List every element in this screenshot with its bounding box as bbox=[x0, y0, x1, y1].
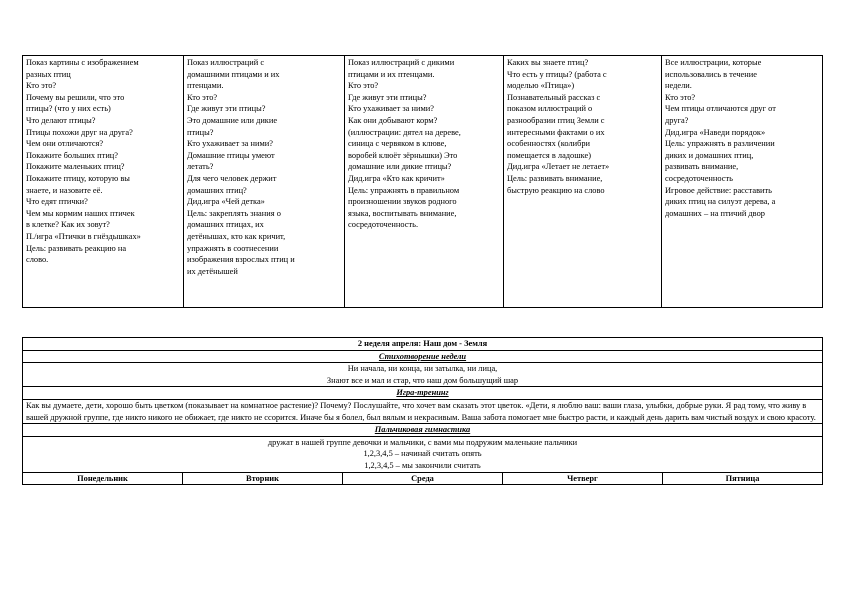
activity-line: Чем они отличаются? bbox=[26, 139, 104, 149]
activity-line: Дид.игра «Кто как кричит» bbox=[348, 173, 445, 183]
activity-line: Как они добывают корм? bbox=[348, 115, 438, 125]
activity-line: использовались в течение bbox=[665, 69, 757, 79]
finger-line: дружат в нашей группе девочки и мальчики, с вами мы подружим маленькие пальчики bbox=[267, 437, 578, 447]
game-text: Как вы думаете, дети, хорошо быть цветком (показывает на комнатное растение)? Почему? Послушайте, что хочет вам сказать этот цветок. «Дети, я люблю ваш: ваши глаза, улыбки, добрые руки. Я рад тому, что живу в вашей дружной группе, где никто никого не обижает, где никто не ссорится. Иначе бы я болел, был вялым и некрасивым. Ваша забота помогает мне быстро расти, и каждый день дарить вам чистый воздух и свою красоту. bbox=[23, 399, 823, 423]
activity-cell-2 bbox=[184, 56, 345, 308]
activity-line: Каких вы знаете птиц? bbox=[507, 58, 589, 67]
activity-cell-1 bbox=[23, 56, 184, 308]
activity-cell-5 bbox=[662, 56, 823, 308]
finger-line: 1,2,3,4,5 – начинай считать опять bbox=[363, 449, 482, 459]
activity-line: Цель: упражнять в различении bbox=[665, 139, 775, 149]
activity-line: Дид.игра «Наведи порядок» bbox=[665, 127, 766, 137]
activity-line: летать? bbox=[187, 162, 214, 172]
activity-line: детёнышах, кто как кричит, bbox=[187, 231, 286, 241]
game-heading: Игра-тренинг bbox=[23, 387, 823, 400]
activity-line: Цель: развивать реакцию на bbox=[26, 243, 127, 253]
activity-line: интересными фактами о их bbox=[507, 127, 605, 137]
activity-line: Кто это? bbox=[26, 81, 57, 91]
activity-line: Познавательный рассказ с bbox=[507, 92, 601, 102]
activity-line: упражнять в соотнесении bbox=[187, 243, 279, 253]
activity-line: Чем птицы отличаются друг от bbox=[665, 104, 776, 114]
activity-line: воробей клюёт зёрнышки) Это bbox=[348, 150, 458, 160]
finger-cell bbox=[23, 436, 823, 472]
activity-line: птицами и их птенцами. bbox=[348, 69, 435, 79]
activity-line: разнообразии птиц Земли с bbox=[507, 115, 605, 125]
activity-line: произношении звуков родного bbox=[348, 197, 457, 207]
activity-line: знаете, и назовите её. bbox=[26, 185, 103, 195]
weekly-plan-table bbox=[22, 337, 823, 485]
activity-line: синица с червяком в клюве, bbox=[348, 139, 447, 149]
activity-line: Покажите птицу, которую вы bbox=[26, 173, 130, 183]
activity-line: птенцами. bbox=[187, 81, 224, 91]
activity-line: изображения взрослых птиц и bbox=[187, 255, 295, 265]
activity-line: показом иллюстраций о bbox=[507, 104, 593, 114]
activity-line: Игровое действие: расставить bbox=[665, 185, 773, 195]
activity-line: Кто ухаживает за ними? bbox=[187, 139, 273, 149]
activity-line: домашних птицах, их bbox=[187, 220, 264, 230]
day-monday: Понедельник bbox=[23, 472, 183, 485]
activity-line: Кто это? bbox=[348, 81, 379, 91]
activity-line: Кто ухаживает за ними? bbox=[348, 104, 434, 114]
activity-line: Покажите маленьких птиц? bbox=[26, 162, 125, 172]
poem-line: Ни начала, ни конца, ни затылка, ни лица, bbox=[347, 364, 498, 374]
activity-line: моделью «Птица») bbox=[507, 81, 575, 91]
activity-line: Домашние птицы умеют bbox=[187, 150, 275, 160]
activity-line: языка, воспитывать внимание, bbox=[348, 208, 457, 218]
activity-line: в клетке? Как их зовут? bbox=[26, 220, 110, 230]
activity-line: помещается в ладошке) bbox=[507, 150, 592, 160]
activity-line: Все иллюстрации, которые bbox=[665, 58, 762, 67]
activity-line: их детёнышей bbox=[187, 266, 238, 276]
poem-line: Знают все и мал и стар, что наш дом большущий шар bbox=[326, 375, 519, 385]
activity-cell-3 bbox=[345, 56, 504, 308]
activity-line: Кто это? bbox=[187, 92, 218, 102]
activity-line: Птицы похожи друг на друга? bbox=[26, 127, 133, 137]
activity-line: особенностях (колибри bbox=[507, 139, 591, 149]
activity-line: домашних – на птичий двор bbox=[665, 208, 765, 218]
activity-line: птицы? (что у них есть) bbox=[26, 104, 111, 114]
day-wednesday: Среда bbox=[343, 472, 503, 485]
day-tuesday: Вторник bbox=[183, 472, 343, 485]
activity-line: Дид.игра «Чей детка» bbox=[187, 197, 265, 207]
activity-line: разных птиц bbox=[26, 69, 71, 79]
activity-line: диких и домашних птиц, bbox=[665, 150, 754, 160]
activity-line: Почему вы решили, что это bbox=[26, 92, 125, 102]
activity-line: Где живут эти птицы? bbox=[348, 92, 427, 102]
activity-line: (иллюстрации: дятел на дереве, bbox=[348, 127, 461, 137]
activity-line: Показ иллюстраций с bbox=[187, 58, 265, 67]
activity-line: Где живут эти птицы? bbox=[187, 104, 266, 114]
activity-line: Цель: закреплять знания о bbox=[187, 208, 281, 218]
week-title: 2 неделя апреля: Наш дом - Земля bbox=[23, 338, 823, 351]
activity-line: сосредоточенность. bbox=[348, 220, 419, 230]
activity-line: недели. bbox=[665, 81, 692, 91]
activities-row bbox=[23, 56, 823, 308]
activity-line: Дид.игра «Летает не летает» bbox=[507, 162, 610, 172]
activity-line: Для чего человек держит bbox=[187, 173, 277, 183]
activity-line: птицы? bbox=[187, 127, 214, 137]
finger-heading: Пальчиковая гимнастика bbox=[23, 424, 823, 437]
day-friday: Пятница bbox=[663, 472, 823, 485]
activity-line: домашними птицами и их bbox=[187, 69, 280, 79]
activity-line: Что едят птички? bbox=[26, 197, 88, 207]
activity-line: диких птиц на силуэт дерева, а bbox=[665, 197, 776, 207]
poem-heading: Стихотворение недели bbox=[23, 350, 823, 363]
activity-line: Чем мы кормим наших птичек bbox=[26, 208, 135, 218]
activity-line: домашние или дикие птицы? bbox=[348, 162, 452, 172]
activity-line: Что есть у птицы? (работа с bbox=[507, 69, 607, 79]
day-thursday: Четверг bbox=[503, 472, 663, 485]
activity-line: Показ иллюстраций с дикими bbox=[348, 58, 455, 67]
activity-line: Цель: развивать внимание, bbox=[507, 173, 603, 183]
activity-line: слово. bbox=[26, 255, 49, 265]
activity-line: Показ картины с изображением bbox=[26, 58, 139, 67]
activity-cell-4 bbox=[504, 56, 662, 308]
days-row bbox=[23, 472, 823, 485]
finger-line: 1,2,3,4,5 – мы закончили считать bbox=[364, 460, 481, 470]
activity-line: сосредоточенность bbox=[665, 173, 733, 183]
activity-line: Покажите больших птиц? bbox=[26, 150, 119, 160]
activity-line: Цель: упражнять в правильном bbox=[348, 185, 460, 195]
activities-table bbox=[22, 55, 823, 308]
activity-line: Это домашние или дикие bbox=[187, 115, 278, 125]
activity-line: быструю реакцию на слово bbox=[507, 185, 605, 195]
activity-line: Что делают птицы? bbox=[26, 115, 96, 125]
activity-line: домашних птиц? bbox=[187, 185, 247, 195]
activity-line: П./игра «Птички в гнёздышках» bbox=[26, 231, 141, 241]
activity-line: Кто это? bbox=[665, 92, 696, 102]
activity-line: друга? bbox=[665, 115, 689, 125]
activity-line: развивать внимание, bbox=[665, 162, 739, 172]
poem-cell bbox=[23, 363, 823, 387]
